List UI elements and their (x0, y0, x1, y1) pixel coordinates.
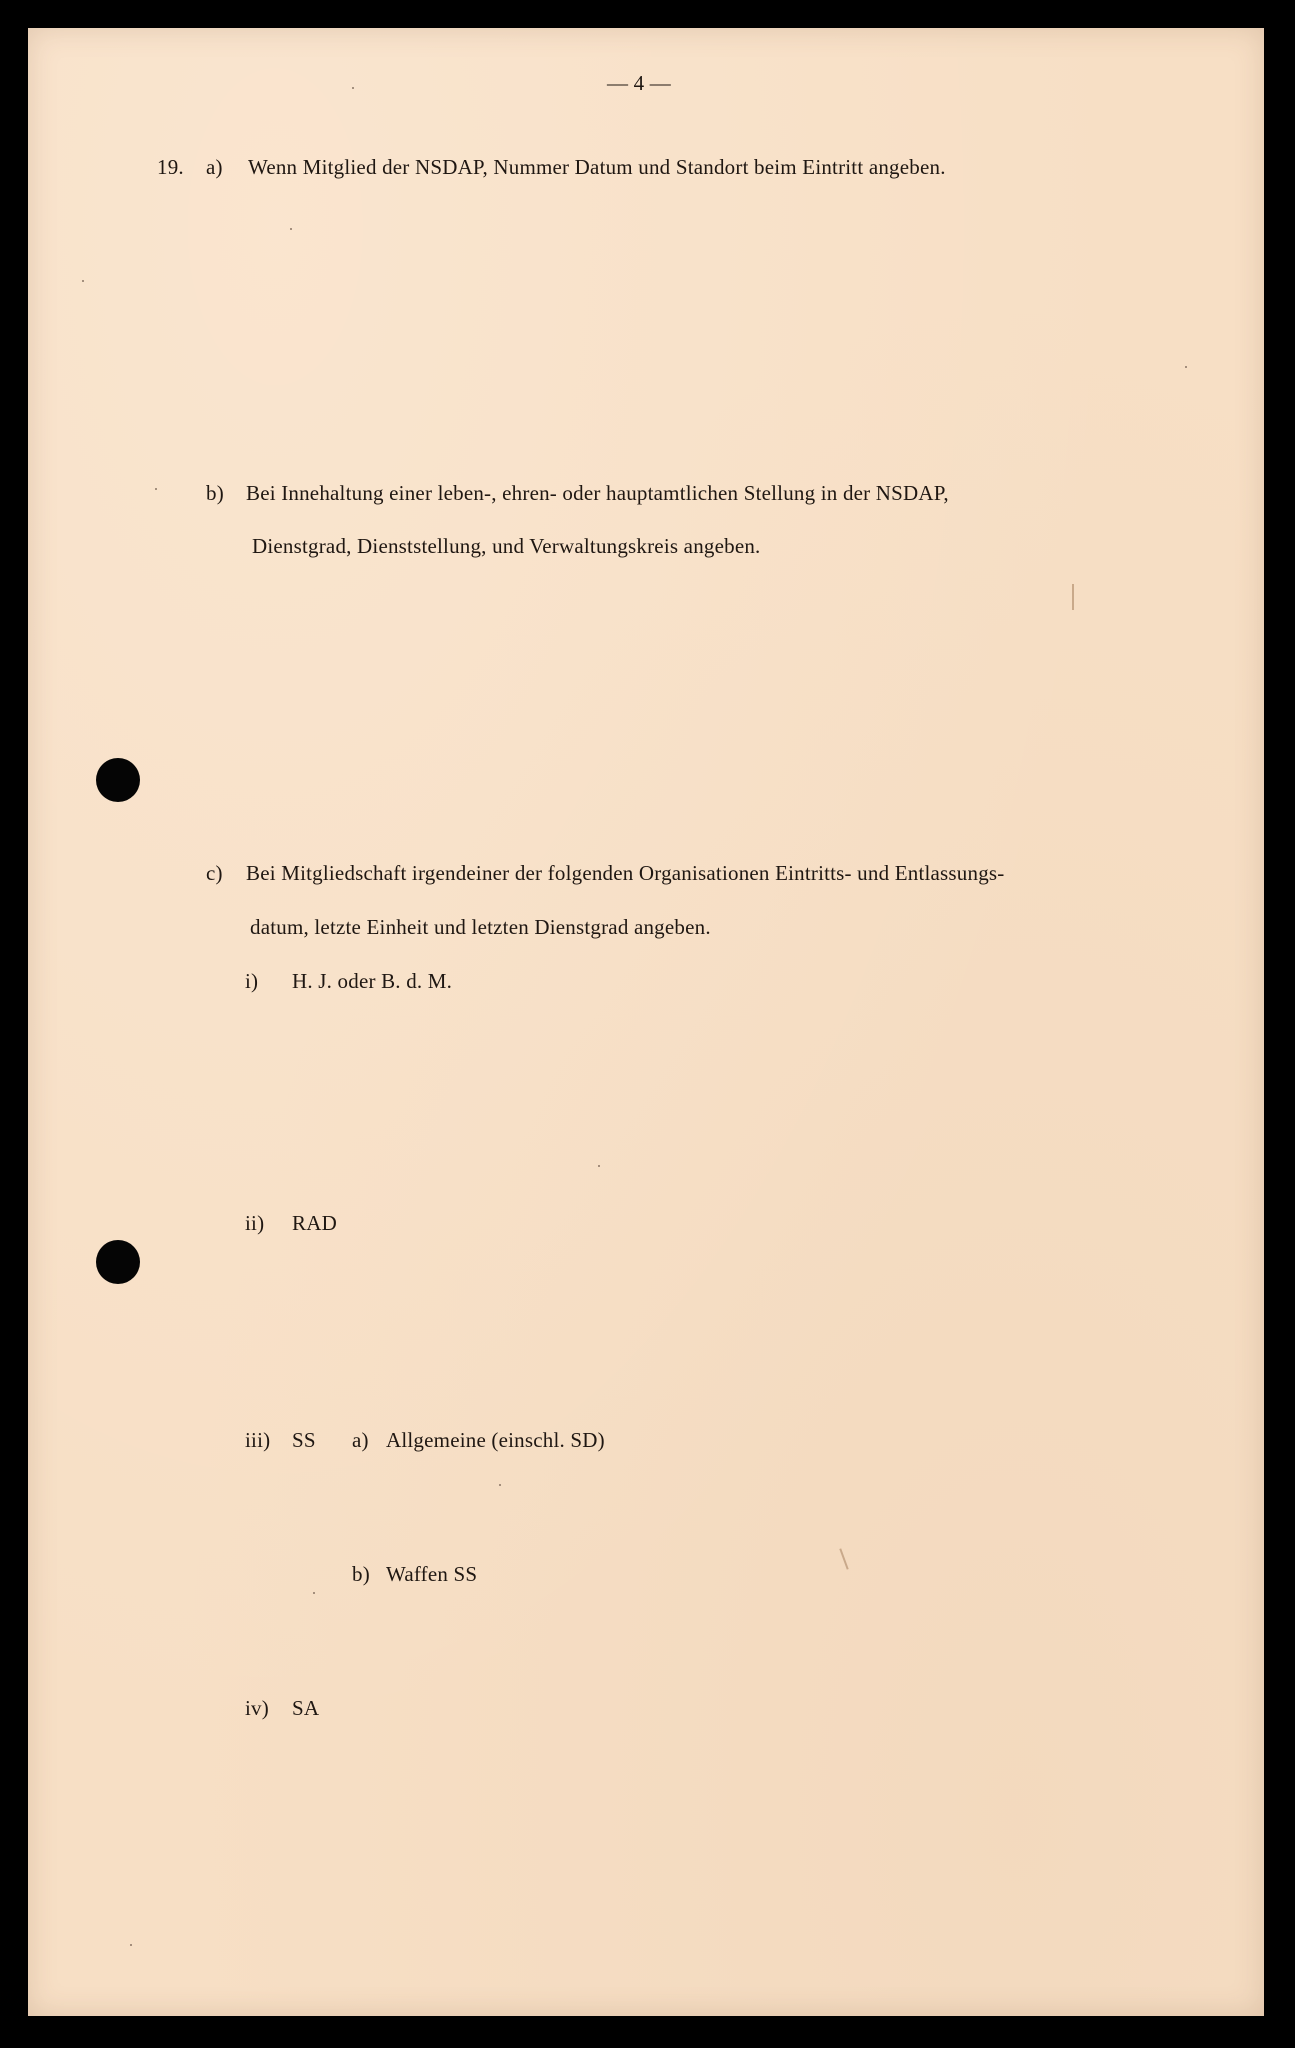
paper-speck (155, 488, 157, 490)
q19c-text-line2: datum, letzte Einheit und letzten Dienstgrad angeben. (250, 915, 711, 939)
paper-speck (130, 1944, 132, 1946)
item-ii-text: RAD (292, 1211, 337, 1235)
item-iii-text: SS (292, 1428, 316, 1452)
q19c-label: c) (206, 861, 223, 885)
q19b-label: b) (206, 481, 224, 505)
paper-speck (82, 280, 84, 282)
item-iv-text: SA (292, 1696, 320, 1720)
item-i-label: i) (245, 969, 259, 993)
paper-speck (1185, 366, 1187, 368)
question-number: 19. (157, 155, 184, 179)
item-iii-a-text: Allgemeine (einschl. SD) (386, 1428, 605, 1452)
item-iii-label: iii) (245, 1428, 271, 1452)
q19a-label: a) (206, 155, 223, 179)
paper-speck (352, 87, 354, 89)
page-number: — 4 — (607, 71, 671, 95)
paper-speck (499, 1484, 501, 1486)
paper-speck (313, 1592, 315, 1594)
q19b-text-line1: Bei Innehaltung einer leben-, ehren- oder hauptamtlichen Stellung in der NSDAP, (246, 481, 949, 505)
item-iv-label: iv) (245, 1696, 269, 1720)
punch-hole-top (96, 758, 140, 802)
punch-hole-bottom (96, 1240, 140, 1284)
item-i-text: H. J. oder B. d. M. (292, 969, 453, 993)
item-iii-b-label: b) (352, 1562, 370, 1586)
q19c-text-line1: Bei Mitgliedschaft irgendeiner der folgenden Organisationen Eintritts- und Entlassungs- (246, 861, 1005, 885)
item-iii-b-text: Waffen SS (386, 1562, 478, 1586)
q19a-text: Wenn Mitglied der NSDAP, Nummer Datum und Standort beim Eintritt angeben. (248, 155, 946, 179)
q19b-text-line2: Dienstgrad, Dienststellung, und Verwaltungskreis angeben. (252, 534, 761, 558)
paper-mark (1072, 584, 1074, 610)
paper-speck (290, 228, 292, 230)
document-page (28, 28, 1264, 2016)
item-iii-a-label: a) (352, 1428, 369, 1452)
item-ii-label: ii) (245, 1211, 265, 1235)
paper-speck (598, 1165, 600, 1167)
